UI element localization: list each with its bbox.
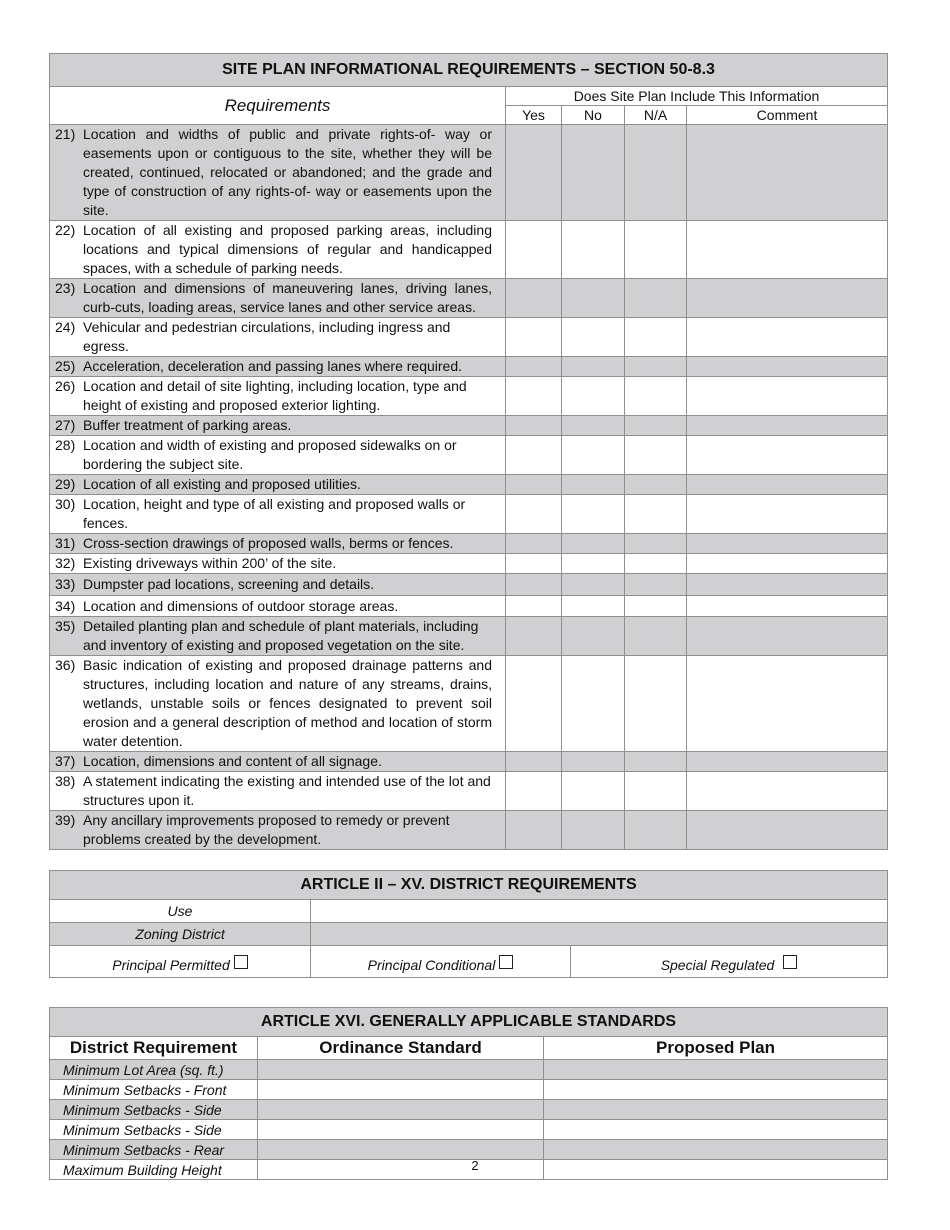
no-cell[interactable]	[562, 495, 625, 534]
comment-cell[interactable]	[687, 811, 888, 850]
checkbox-icon[interactable]	[499, 955, 513, 969]
ordinance-standard-cell[interactable]	[258, 1120, 544, 1140]
requirement-number: 24)	[55, 319, 76, 335]
na-cell[interactable]	[625, 416, 687, 436]
proposed-plan-cell[interactable]	[544, 1060, 888, 1080]
requirement-text: Location, height and type of all existing and proposed walls or fences.	[83, 496, 466, 531]
no-cell[interactable]	[562, 318, 625, 357]
comment-cell[interactable]	[687, 221, 888, 279]
requirement-number: 23)	[55, 280, 76, 296]
requirement-text: Buffer treatment of parking areas.	[83, 417, 292, 433]
proposed-plan-cell[interactable]	[544, 1120, 888, 1140]
no-cell[interactable]	[562, 811, 625, 850]
proposed-plan-cell[interactable]	[544, 1140, 888, 1160]
comment-cell[interactable]	[687, 377, 888, 416]
table-row	[50, 596, 888, 617]
table-row	[50, 1140, 888, 1160]
proposed-plan-cell[interactable]	[544, 1080, 888, 1100]
requirement-number: 31)	[55, 535, 76, 551]
requirement-number: 30)	[55, 496, 76, 512]
ordinance-standard-cell[interactable]	[258, 1100, 544, 1120]
district-requirement-label: Minimum Setbacks - Side	[50, 1100, 258, 1120]
requirement-text: Basic indication of existing and proposed drainage patterns and structures, including location and nature of any streams, drains, wetlands, unstable soils or fences designated to prevent soil erosion and a general description of method and location of storm water detention.	[83, 657, 492, 749]
zoning-district-field[interactable]	[311, 923, 888, 946]
requirement-number: 21)	[55, 126, 76, 142]
table-row	[50, 475, 888, 495]
yes-cell[interactable]	[506, 318, 562, 357]
no-cell[interactable]	[562, 377, 625, 416]
no-cell[interactable]	[562, 475, 625, 495]
yes-column-header: Yes	[506, 106, 562, 125]
comment-column-header: Comment	[687, 106, 888, 125]
district-requirement-header: District Requirement	[50, 1037, 258, 1060]
district-requirement-label: Minimum Lot Area (sq. ft.)	[50, 1060, 258, 1080]
requirement-number: 37)	[55, 753, 76, 769]
special-regulated-option[interactable]: Special Regulated	[571, 946, 888, 978]
requirement-number: 29)	[55, 476, 76, 492]
table-row	[50, 752, 888, 772]
comment-cell[interactable]	[687, 436, 888, 475]
table-row	[50, 436, 888, 475]
no-cell[interactable]	[562, 357, 625, 377]
table-row	[50, 416, 888, 436]
zoning-district-label: Zoning District	[50, 923, 311, 946]
table-row	[50, 534, 888, 554]
yes-cell[interactable]	[506, 596, 562, 617]
requirement-text: Location and width of existing and proposed sidewalks on or bordering the subject site.	[83, 437, 457, 472]
na-cell[interactable]	[625, 617, 687, 656]
district-section-title: ARTICLE II – XV. DISTRICT REQUIREMENTS	[50, 871, 888, 900]
comment-cell[interactable]	[687, 475, 888, 495]
requirement-text: Existing driveways within 200’ of the site.	[83, 555, 337, 571]
table-row	[50, 1060, 888, 1080]
na-cell[interactable]	[625, 436, 687, 475]
na-cell[interactable]	[625, 495, 687, 534]
requirement-text: Vehicular and pedestrian circulations, including ingress and egress.	[83, 319, 451, 354]
requirement-text: Location, dimensions and content of all signage.	[83, 753, 382, 769]
comment-cell[interactable]	[687, 318, 888, 357]
yes-cell[interactable]	[506, 416, 562, 436]
proposed-plan-cell[interactable]	[544, 1100, 888, 1120]
ordinance-standard-header: Ordinance Standard	[258, 1037, 544, 1060]
district-requirements-table	[49, 870, 888, 978]
yes-cell[interactable]	[506, 357, 562, 377]
na-cell[interactable]	[625, 221, 687, 279]
district-requirement-label: Minimum Setbacks - Side	[50, 1120, 258, 1140]
no-cell[interactable]	[562, 125, 625, 221]
section-title: SITE PLAN INFORMATIONAL REQUIREMENTS – SECTION 50-8.3	[50, 54, 888, 87]
requirement-text: Location of all existing and proposed parking areas, including locations and typical dimensions of regular and handicapped spaces, with a schedule of parking needs.	[83, 222, 492, 276]
page-number: 2	[471, 1158, 479, 1173]
na-cell[interactable]	[625, 377, 687, 416]
yes-cell[interactable]	[506, 125, 562, 221]
comment-cell[interactable]	[687, 596, 888, 617]
requirement-text: Location and dimensions of outdoor storage areas.	[83, 598, 399, 614]
yes-cell[interactable]	[506, 617, 562, 656]
na-column-header: N/A	[625, 106, 687, 125]
no-cell[interactable]	[562, 534, 625, 554]
requirement-number: 28)	[55, 437, 76, 453]
requirement-number: 32)	[55, 555, 76, 571]
requirement-number: 27)	[55, 417, 76, 433]
comment-cell[interactable]	[687, 617, 888, 656]
standards-section-title: ARTICLE XVI. GENERALLY APPLICABLE STANDARDS	[50, 1008, 888, 1037]
checkbox-icon[interactable]	[783, 955, 797, 969]
table-row	[50, 656, 888, 752]
requirement-text: Cross-section drawings of proposed walls, berms or fences.	[83, 535, 454, 551]
na-cell[interactable]	[625, 811, 687, 850]
na-cell[interactable]	[625, 357, 687, 377]
no-cell[interactable]	[562, 656, 625, 752]
requirements-header: Requirements	[50, 87, 506, 125]
yes-cell[interactable]	[506, 534, 562, 554]
district-requirement-label: Minimum Setbacks - Front	[50, 1080, 258, 1100]
yes-cell[interactable]	[506, 475, 562, 495]
requirement-text: Location and detail of site lighting, including location, type and height of existing and proposed exterior lighting.	[83, 378, 467, 413]
no-cell[interactable]	[562, 617, 625, 656]
no-cell[interactable]	[562, 772, 625, 811]
table-row	[50, 1080, 888, 1100]
generally-applicable-standards-table	[49, 1007, 888, 1180]
requirement-number: 22)	[55, 222, 76, 238]
requirement-number: 34)	[55, 598, 76, 614]
no-cell[interactable]	[562, 416, 625, 436]
requirement-text: A statement indicating the existing and intended use of the lot and structures upon it.	[83, 773, 491, 808]
comment-cell[interactable]	[687, 534, 888, 554]
na-cell[interactable]	[625, 279, 687, 318]
yes-cell[interactable]	[506, 554, 562, 574]
requirement-number: 33)	[55, 576, 76, 592]
na-cell[interactable]	[625, 752, 687, 772]
principal-permitted-option[interactable]: Principal Permitted	[50, 946, 311, 978]
checkbox-icon[interactable]	[234, 955, 248, 969]
comment-cell[interactable]	[687, 554, 888, 574]
requirement-number: 35)	[55, 618, 76, 634]
no-cell[interactable]	[562, 574, 625, 596]
table-row	[50, 279, 888, 318]
principal-conditional-option[interactable]: Principal Conditional	[311, 946, 571, 978]
requirement-number: 38)	[55, 773, 76, 789]
table-row	[50, 318, 888, 357]
ordinance-standard-cell[interactable]	[258, 1060, 544, 1080]
comment-cell[interactable]	[687, 125, 888, 221]
yes-cell[interactable]	[506, 772, 562, 811]
table-row	[50, 554, 888, 574]
na-cell[interactable]	[625, 534, 687, 554]
ordinance-standard-cell[interactable]	[258, 1080, 544, 1100]
requirement-text: Dumpster pad locations, screening and details.	[83, 576, 375, 592]
comment-cell[interactable]	[687, 416, 888, 436]
use-field[interactable]	[311, 900, 888, 923]
yes-cell[interactable]	[506, 752, 562, 772]
no-cell[interactable]	[562, 436, 625, 475]
yes-cell[interactable]	[506, 811, 562, 850]
na-cell[interactable]	[625, 554, 687, 574]
comment-cell[interactable]	[687, 279, 888, 318]
ordinance-standard-cell[interactable]	[258, 1140, 544, 1160]
table-row	[50, 357, 888, 377]
na-cell[interactable]	[625, 596, 687, 617]
table-row	[50, 811, 888, 850]
requirement-number: 25)	[55, 358, 76, 374]
yes-cell[interactable]	[506, 377, 562, 416]
requirement-text: Location and dimensions of maneuvering lanes, driving lanes, curb-cuts, loading areas, service lanes and other service areas.	[83, 280, 492, 315]
na-cell[interactable]	[625, 772, 687, 811]
requirement-number: 39)	[55, 812, 76, 828]
yes-cell[interactable]	[506, 279, 562, 318]
table-row	[50, 772, 888, 811]
table-row	[50, 125, 888, 221]
table-row	[50, 221, 888, 279]
includes-info-header: Does Site Plan Include This Information	[506, 87, 888, 106]
requirement-text: Acceleration, deceleration and passing lanes where required.	[83, 358, 463, 374]
yes-cell[interactable]	[506, 221, 562, 279]
na-cell[interactable]	[625, 125, 687, 221]
comment-cell[interactable]	[687, 357, 888, 377]
requirement-text: Any ancillary improvements proposed to remedy or prevent problems created by the development.	[83, 812, 450, 847]
comment-cell[interactable]	[687, 752, 888, 772]
no-cell[interactable]	[562, 752, 625, 772]
site-plan-requirements-table	[49, 53, 888, 850]
requirement-number: 36)	[55, 657, 76, 673]
yes-cell[interactable]	[506, 495, 562, 534]
district-requirement-label: Maximum Building Height	[50, 1160, 258, 1180]
yes-cell[interactable]	[506, 574, 562, 596]
table-row	[50, 617, 888, 656]
table-row	[50, 1120, 888, 1140]
na-cell[interactable]	[625, 656, 687, 752]
no-column-header: No	[562, 106, 625, 125]
requirement-text: Location of all existing and proposed utilities.	[83, 476, 361, 492]
requirement-text: Detailed planting plan and schedule of plant materials, including and inventory of existing and proposed vegetation on the site.	[83, 618, 479, 653]
no-cell[interactable]	[562, 554, 625, 574]
no-cell[interactable]	[562, 596, 625, 617]
na-cell[interactable]	[625, 475, 687, 495]
yes-cell[interactable]	[506, 436, 562, 475]
no-cell[interactable]	[562, 279, 625, 318]
comment-cell[interactable]	[687, 656, 888, 752]
table-row	[50, 1100, 888, 1120]
requirement-number: 26)	[55, 378, 76, 394]
comment-cell[interactable]	[687, 772, 888, 811]
proposed-plan-header: Proposed Plan	[544, 1037, 888, 1060]
comment-cell[interactable]	[687, 495, 888, 534]
requirement-text: Location and widths of public and private rights-of- way or easements upon or contiguous to the site, whether they will be created, continued, relocated or abandoned; and the grade and type of construction of any rights-of- way or easements upon the site.	[83, 126, 492, 218]
table-row	[50, 377, 888, 416]
district-requirement-label: Minimum Setbacks - Rear	[50, 1140, 258, 1160]
yes-cell[interactable]	[506, 656, 562, 752]
table-row	[50, 495, 888, 534]
use-label: Use	[50, 900, 311, 923]
comment-cell[interactable]	[687, 574, 888, 596]
no-cell[interactable]	[562, 221, 625, 279]
na-cell[interactable]	[625, 318, 687, 357]
table-row	[50, 574, 888, 596]
na-cell[interactable]	[625, 574, 687, 596]
